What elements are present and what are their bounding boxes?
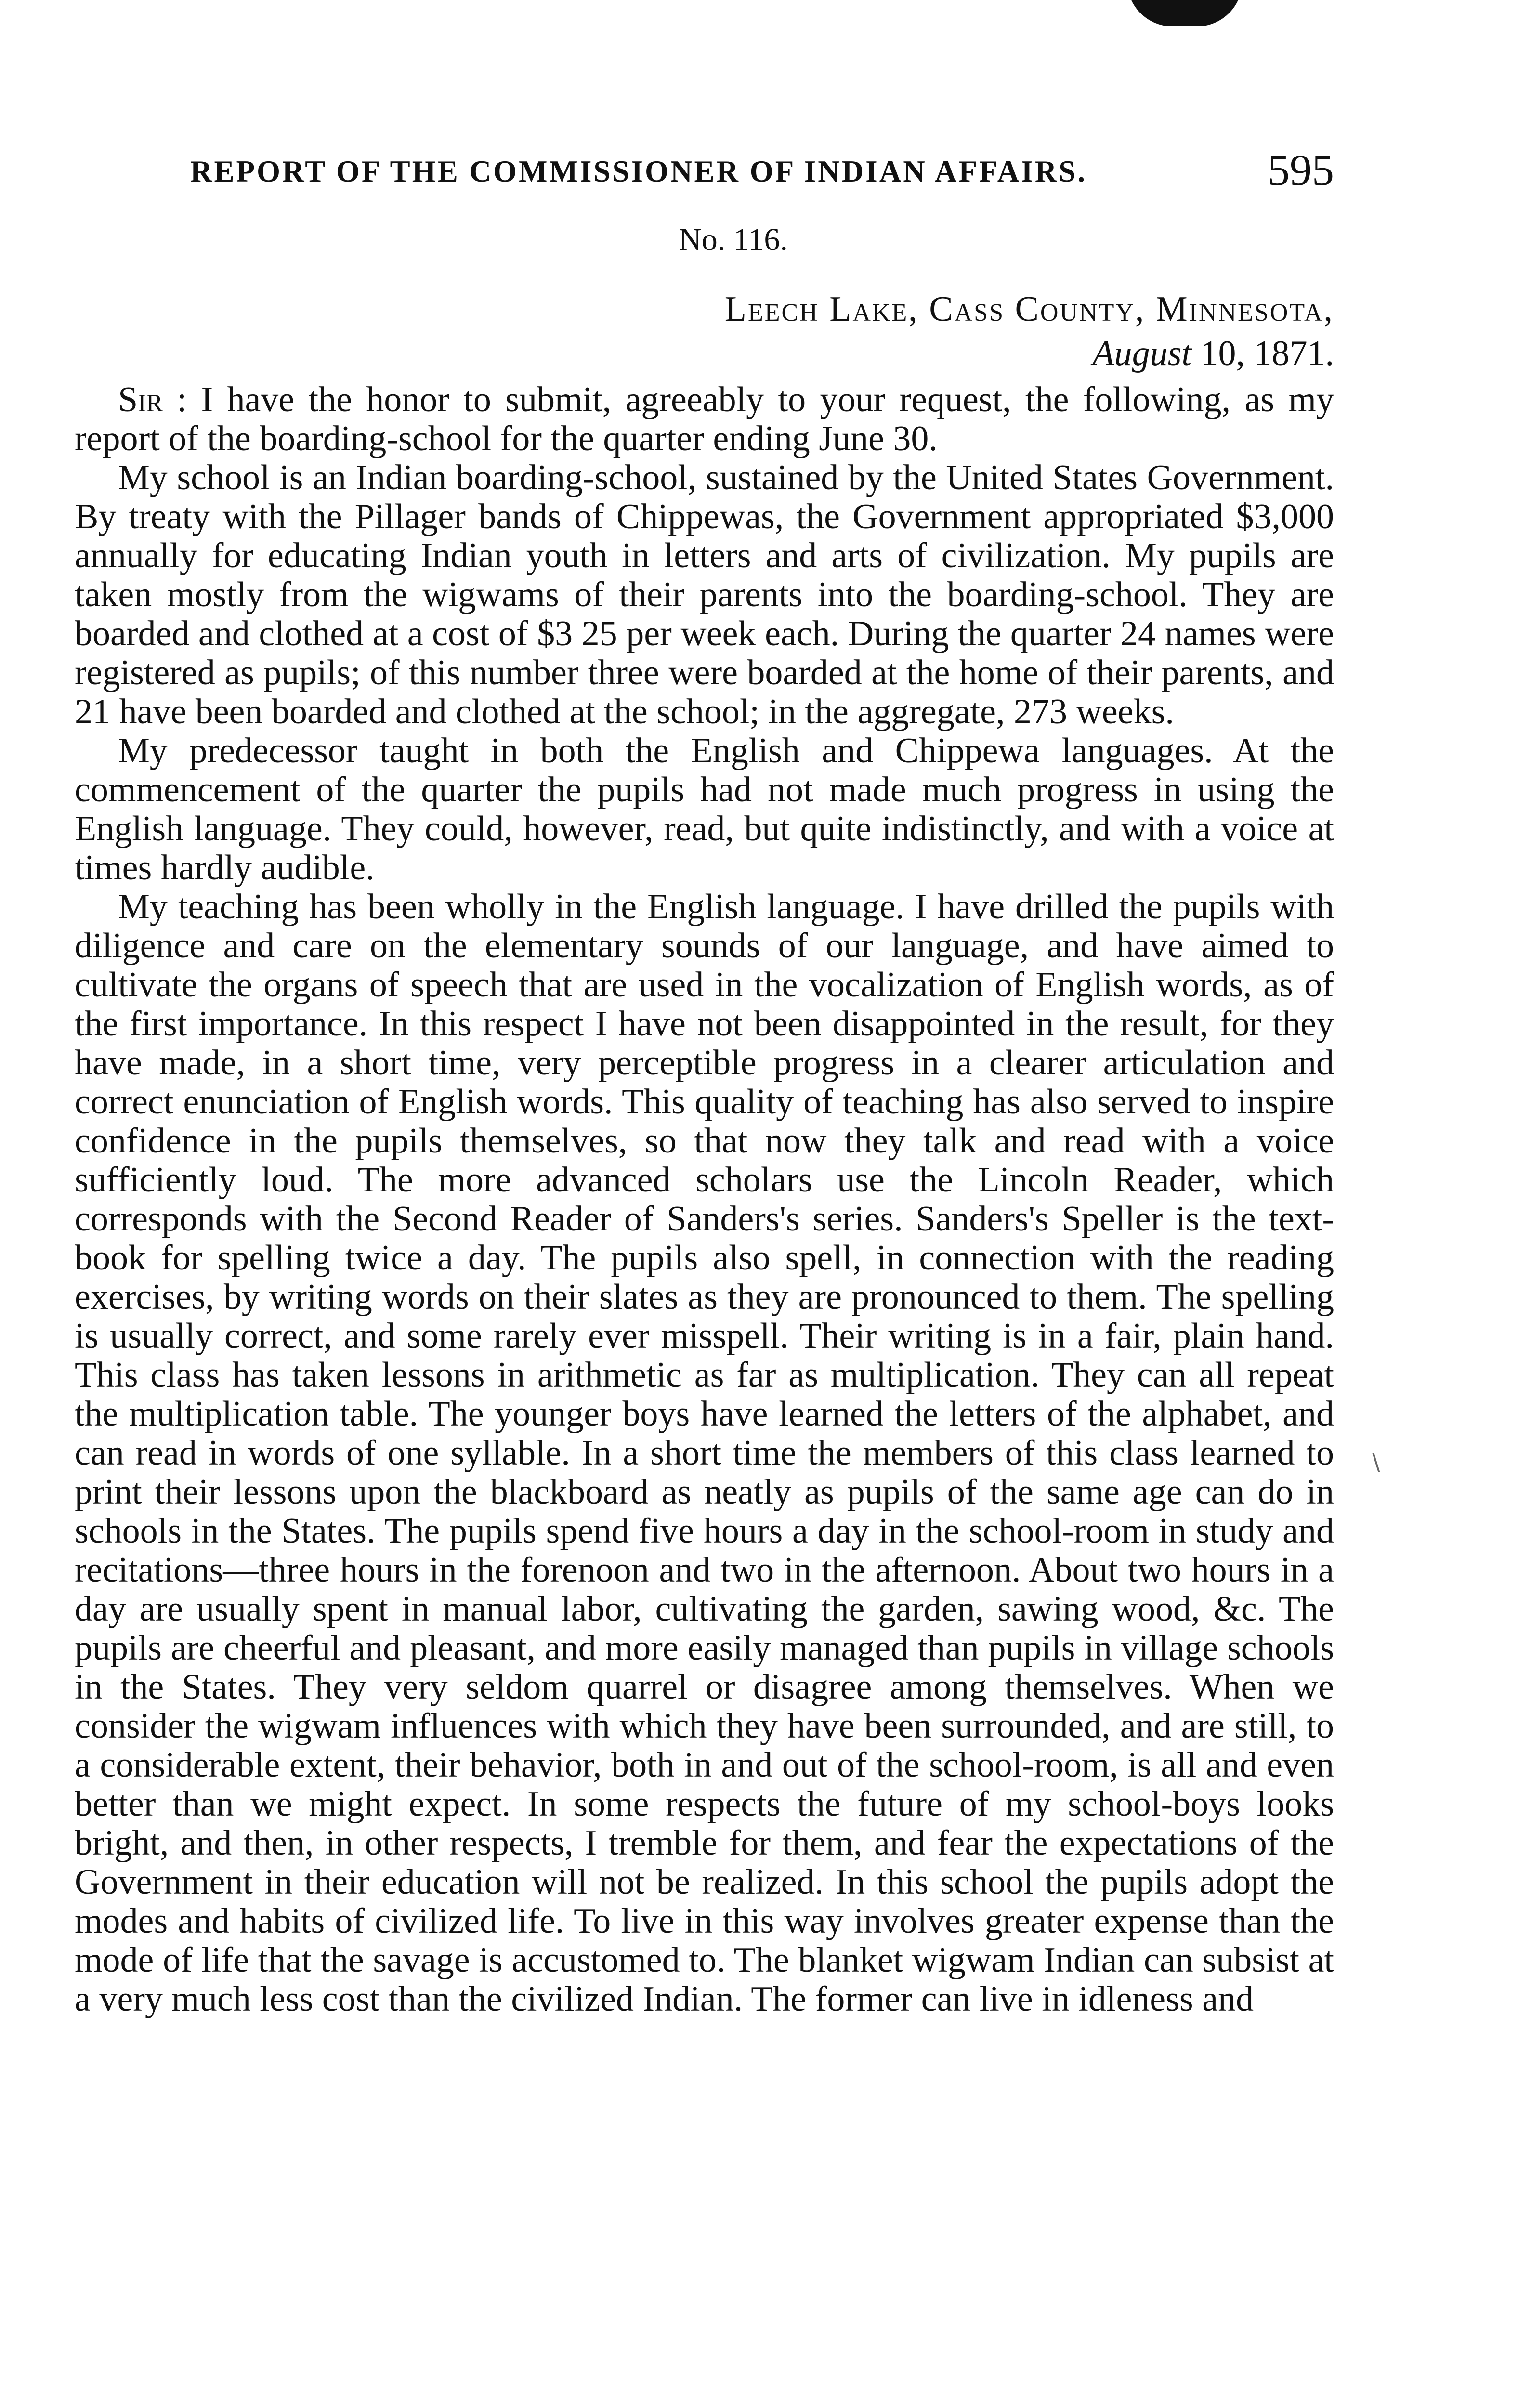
page-number: 595: [1268, 145, 1334, 195]
running-title: REPORT OF THE COMMISSIONER OF INDIAN AFFAIRS.: [190, 155, 1087, 188]
dateline-month: August: [1092, 334, 1191, 373]
running-head: [75, 144, 1334, 202]
dateline: [75, 287, 1334, 376]
document-page: [75, 144, 1334, 2019]
margin-mark: ∖: [1368, 1450, 1383, 1477]
paragraph-4: My teaching has been wholly in the English language. I have drilled the pupils with diligence and care on the elementary sounds of our language, and have aimed to cultivate the organs of speech that are used in the vocalization of English words, as of the first importance. In this respect I have not been disappointed in the result, for they have made, in a short time, very perceptible progress in a clearer articulation and correct enunciation of English words. This quality of teaching has also served to inspire confidence in the pupils themselves, so that now they talk and read with a voice sufficiently loud. The more advanced scholars use the Lincoln Reader, which corresponds with the Second Reader of Sanders's series. Sanders's Speller is the text-book for spelling twice a day. The pupils also spell, in connection with the reading exercises, by writing words on their slates as they are pronounced to them. The spelling is usually correct, and some rarely ever misspell. Their writing is in a fair, plain hand. This class has taken lessons in arithmetic as far as multiplication. They can all repeat the multiplication table. The younger boys have learned the letters of the alphabet, and can read in words of one syllable. In a short time the members of this class learned to print their lessons upon the blackboard as neatly as pupils of the same age can do in schools in the States. The pupils spend five hours a day in the school-room in study and recitations—three hours in the forenoon and two in the afternoon. About two hours in a day are usually spent in manual labor, cultivating the garden, sawing wood, &c. The pupils are cheerful and pleasant, and more easily managed than pupils in village schools in the States. They very seldom quarrel or disagree among themselves. When we consider the wigwam influences with which they have been surrounded, and are still, to a considerable extent, their behavior, both in and out of the school-room, is all and even better than we might expect. In some respects the future of my school-boys looks bright, and then, in other respects, I tremble for them, and fear the expectations of the Government in their education will not be realized. In this school the pupils adopt the modes and habits of civilized life. To live in this way involves greater expense than the mode of life that the savage is accustomed to. The blanket wigwam Indian can subsist at a very much less cost than the civilized Indian. The former can live in idleness and: [75, 887, 1334, 2019]
paragraph-2: My school is an Indian boarding-school, sustained by the United States Government. By treaty with the Pillager bands of Chippewas, the Government appropriated $3,000 annually for educating Indian youth in letters and arts of civilization. My pupils are taken mostly from the wigwams of their parents into the boarding-school. They are boarded and clothed at a cost of $3 25 per week each. During the quarter 24 names were registered as pupils; of this number three were boarded at the home of their parents, and 21 have been boarded and clothed at the school; in the aggregate, 273 weeks.: [75, 458, 1334, 732]
ink-blot: [1127, 0, 1243, 26]
paragraph-1-text: : I have the honor to submit, agreeably to your request, the following, as my report of the boarding-school for the quarter ending June 30.: [75, 380, 1334, 458]
paragraph-1: [75, 380, 1334, 458]
document-number: No. 116.: [679, 222, 788, 257]
letter-body: [75, 380, 1334, 2019]
paragraph-3: My predecessor taught in both the English and Chippewa languages. At the commencement of the quarter the pupils had not made much progress in using the English language. They could, however, read, but quite indistinctly, and with a voice at times hardly audible.: [75, 731, 1334, 888]
salutation: Sir: [118, 380, 163, 419]
dateline-place: Leech Lake, Cass County, Minnesota,: [724, 289, 1334, 329]
dateline-date: [75, 331, 1334, 376]
dateline-day-year: 10, 1871.: [1191, 334, 1334, 373]
